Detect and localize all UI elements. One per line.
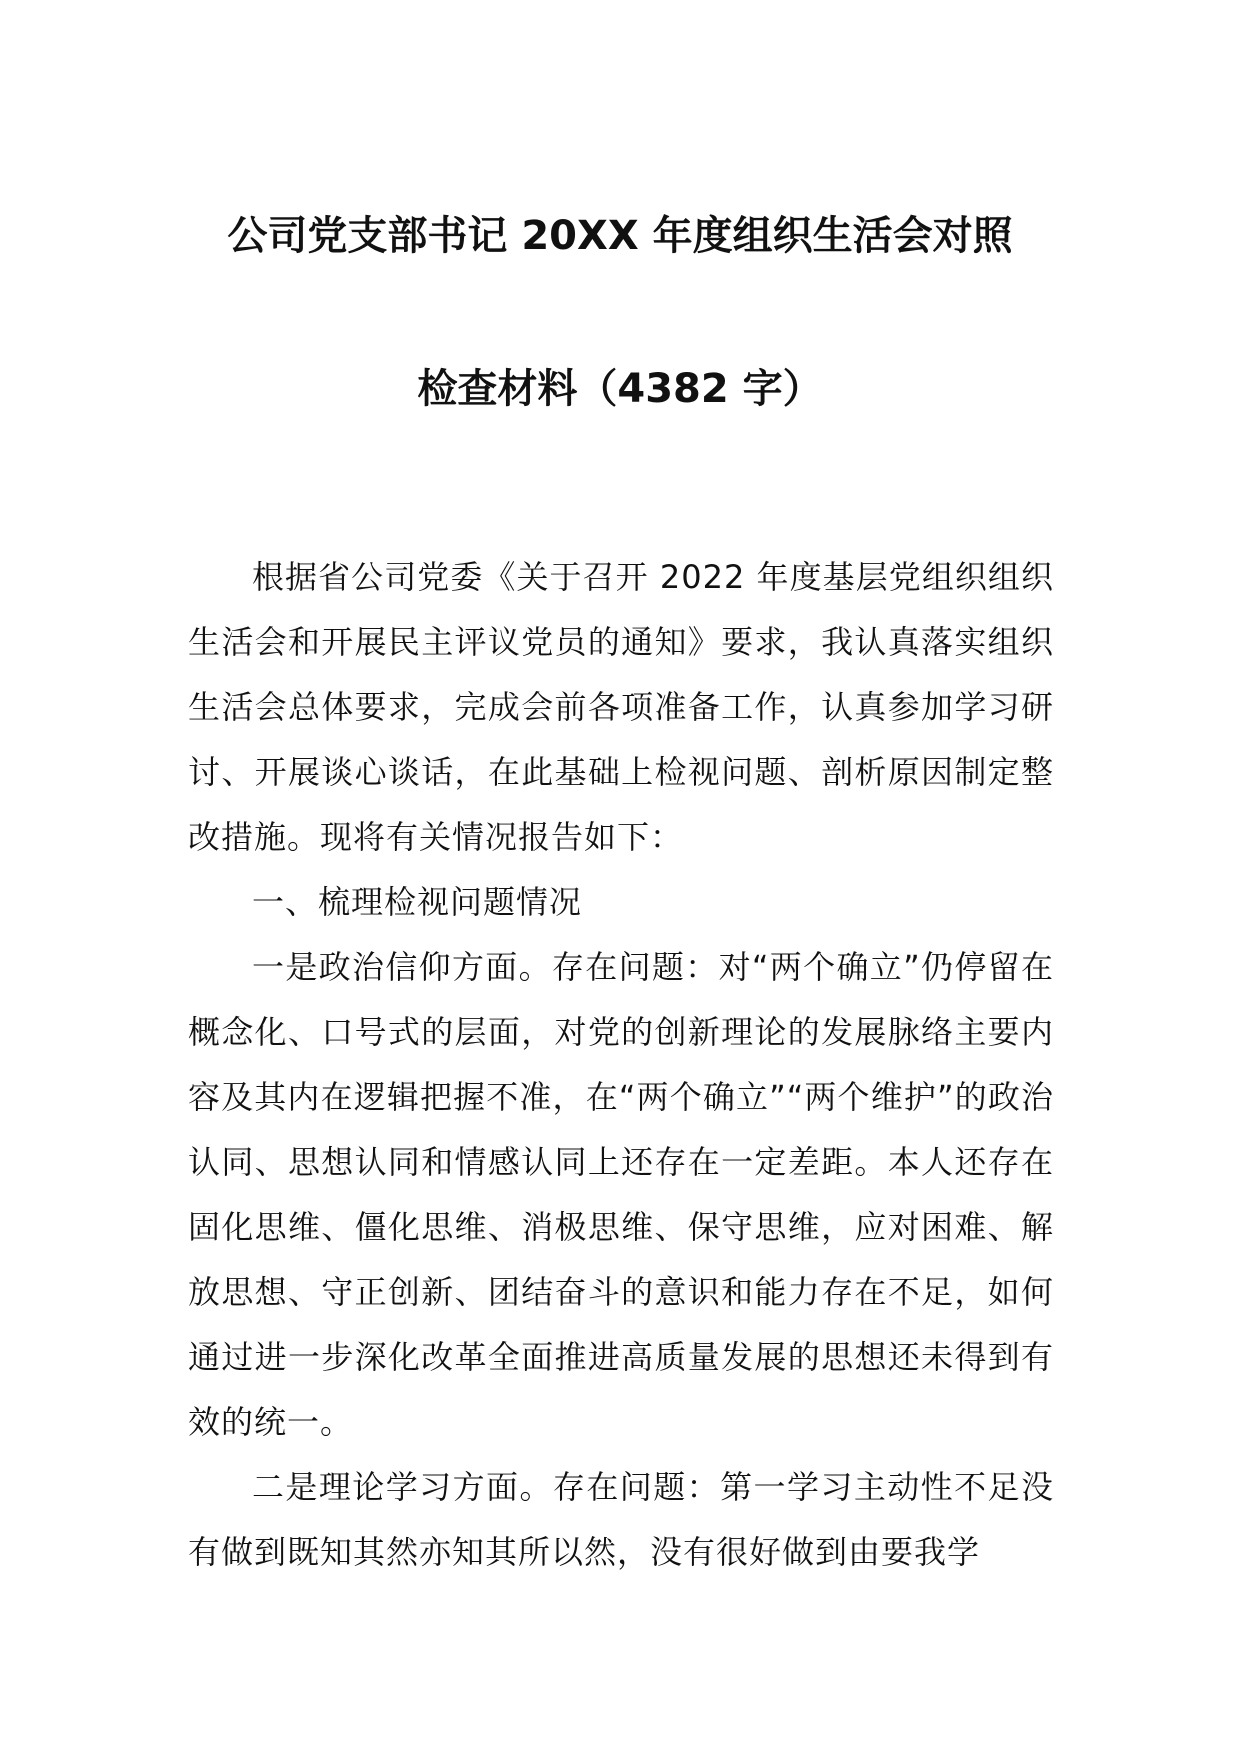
paragraph-section-heading: 一、梳理检视问题情况 [252,883,583,921]
paragraph-theory-study: 二是理论学习方面。存在问题：第一学习主动性不足没有做到既知其然亦知其所以然，没有很好做到由要我学 [188,1468,1054,1571]
document-body [188,545,1054,1585]
document-title-line-1: 公司党支部书记 20XX 年度组织生活会对照 [227,213,1013,259]
document-title-line-2: 检查材料（4382 字） [417,366,823,412]
paragraph-intro: 根据省公司党委《关于召开 2022 年度基层党组织组织生活会和开展民主评议党员的通知》要求，我认真落实组织生活会总体要求，完成会前各项准备工作，认真参加学习研讨、开展谈心谈话，在此基础上检视问题、剖析原因制定整改措施。现将有关情况报告如下： [188,558,1054,856]
paragraph-political-belief: 一是政治信仰方面。存在问题：对“两个确立”仍停留在概念化、口号式的层面，对党的创新理论的发展脉络主要内容及其内在逻辑把握不准，在“两个确立”“两个维护”的政治认同、思想认同和情感认同上还存在一定差距。本人还存在固化思维、僵化思维、消极思维、保守思维，应对困难、解放思想、守正创新、团结奋斗的意识和能力存在不足，如何通过进一步深化改革全面推进高质量发展的思想还未得到有效的统一。 [188,948,1054,1441]
